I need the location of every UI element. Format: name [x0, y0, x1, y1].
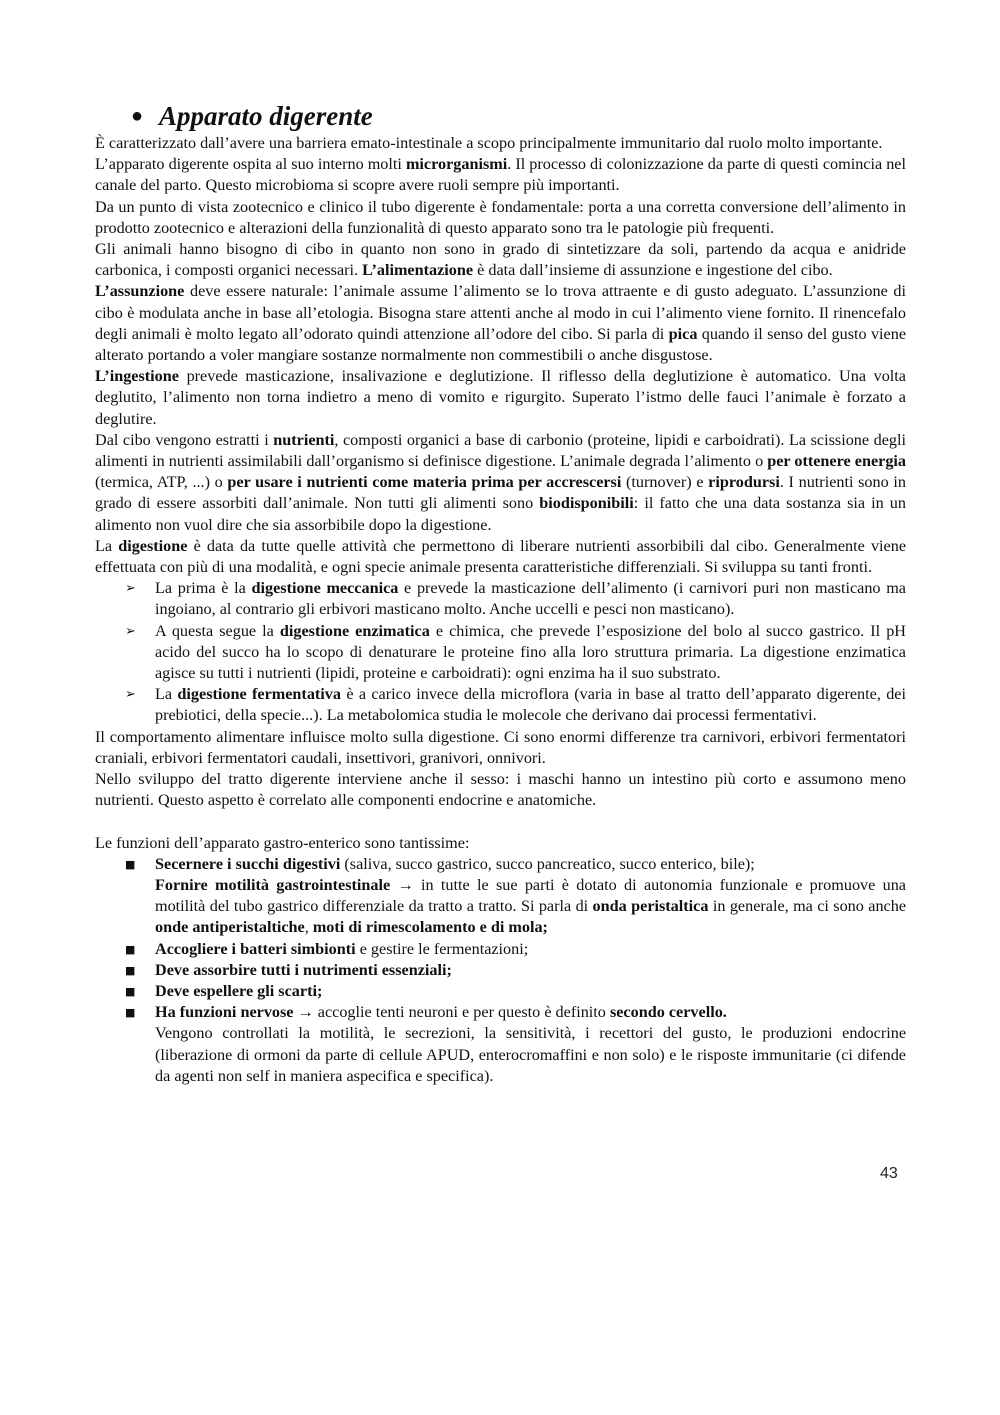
list-item	[95, 960, 906, 981]
bold-text: moti di rimescolamento e di mola;	[312, 918, 548, 937]
text-run: . I nutrienti sono in grado di essere assorbiti dall’animale. Non tutti gli alimenti sono	[95, 473, 906, 513]
bold-text: per ottenere energia	[767, 452, 906, 471]
text-run: Dal cibo vengono estratti i	[95, 430, 274, 449]
text-run: in generale, ma ci sono anche	[708, 897, 907, 916]
paragraph	[95, 366, 906, 430]
text-run: è data dall’insieme di assunzione e ingestione del cibo.	[473, 261, 833, 280]
arrow-bullet-icon: ➢	[125, 623, 136, 639]
text-run: è a carico invece della microflora (varia in base al tratto dell’apparato digerente, dei prebiotici, della specie...). La metabolomica studia le molecole che derivano dai processi fermentativi.	[155, 685, 906, 725]
text-run: L’apparato digerente ospita al suo interno molti	[95, 155, 406, 174]
square-bullet-icon: ■	[125, 857, 136, 871]
text-run: e prevede la masticazione dell’alimento (i carnivori puri non masticano ma ingoiano, al contrario gli erbivori masticano molto. Anche uccelli e pesci non masticano).	[155, 579, 906, 619]
document-page	[95, 100, 906, 1087]
paragraph: Nello sviluppo del tratto digerente interviene anche il sesso: i maschi hanno un intestino più corto e assumono meno nutrienti. Questo aspetto è correlato alle componenti endocrine e anatomiche.	[95, 770, 906, 810]
list-item	[95, 684, 906, 726]
bold-text: Accogliere i batteri simbionti	[155, 939, 356, 958]
bold-text: onde antiperistaltiche	[155, 918, 305, 937]
bold-text: onda peristaltica	[592, 897, 709, 916]
text-run: (saliva, succo gastrico, succo pancreatico, succo enterico, bile);	[340, 854, 755, 873]
paragraph: Le funzioni dell’apparato gastro-enterico sono tantissime:	[95, 833, 470, 852]
blank-line	[95, 812, 906, 833]
paragraph: Da un punto di vista zootecnico e clinico il tubo digerente è fondamentale: porta a una corretta conversione dell’alimento in prodotto zootecnico e alterazioni della funzionalità di questo apparato sono tra le patologie più frequenti.	[95, 197, 906, 237]
bold-text: Deve espellere gli scarti;	[155, 981, 323, 1000]
list-item-text	[155, 961, 452, 979]
bold-text: microrganismi	[405, 155, 508, 174]
bold-text: per usare i nutrienti come materia prima per accrescersi	[227, 473, 622, 492]
list-item-text	[155, 855, 906, 937]
text-run: e gestire le fermentazioni;	[355, 939, 529, 958]
list-item-text	[155, 685, 906, 724]
list-item-text	[155, 1003, 906, 1085]
bold-text: L’alimentazione	[362, 261, 474, 280]
text-run: La	[95, 536, 119, 555]
arrow-bullet-icon: ➢	[125, 581, 136, 597]
text-run: quando il senso del gusto viene alterato portando a voler mangiare sostanze normalmente non commestibili o anche disgustose.	[95, 324, 907, 365]
bold-text: L’assunzione	[95, 282, 185, 301]
bold-text: digestione fermentativa	[177, 685, 341, 704]
list-item-text	[155, 982, 322, 1000]
text-run: è data da tutte quelle attività che permettono di liberare nutrienti assorbibili dal cibo. Generalmente viene effettuata con più di una modalità, e ogni specie animale presenta caratteristiche differenziali. Si sviluppa su tanti fronti.	[95, 536, 907, 577]
square-bullet-icon: ■	[125, 963, 136, 977]
bold-text: biodisponibili	[539, 494, 634, 513]
bullet-icon: ●	[131, 105, 144, 127]
square-bullet-icon: ■	[125, 984, 136, 998]
list-item-text	[155, 579, 906, 618]
paragraph	[95, 281, 906, 366]
section-heading	[95, 100, 906, 132]
text-run: e chimica, che prevede l’esposizione del bolo al succo gastrico. Il pH acido del succo ha lo scopo di denaturare le proteine fino alla loro struttura primaria. La digestione enzimatica agisce su tutti i nutrienti (lipidi, proteine e carboidrati): ogni enzima ha il suo substrato.	[155, 621, 906, 683]
bold-text: nutrienti	[273, 430, 335, 449]
bold-text: L’ingestione	[95, 367, 179, 386]
paragraph: Il comportamento alimentare influisce molto sulla digestione. Ci sono enormi differenze tra carnivori, erbivori fermentatori craniali, erbivori fermentatori caudali, insettivori, granivori, onnivori.	[95, 727, 906, 767]
paragraph: È caratterizzato dall’avere una barriera emato-intestinale a scopo principalmente immunitario dal ruolo molto importante.	[95, 134, 883, 152]
text-run: : il fatto che una data sostanza sia in un alimento non vuol dire che sia assorbibile dopo la digestione.	[95, 494, 906, 534]
bold-text: Fornire motilità gastrointestinale	[155, 875, 391, 894]
square-bullet-icon: ■	[125, 942, 136, 956]
bold-text: pica	[668, 324, 698, 343]
bold-text: riprodursi	[708, 473, 780, 492]
paragraph	[95, 430, 906, 536]
functions-list	[95, 854, 906, 1087]
bold-text: Deve assorbire tutti i nutrimenti essenziali;	[155, 960, 452, 979]
list-item-text	[155, 940, 528, 958]
list-item	[95, 981, 906, 1002]
list-item	[95, 854, 906, 939]
list-item	[95, 939, 906, 960]
paragraph	[95, 239, 906, 281]
heading-text: Apparato digerente	[159, 101, 373, 131]
text-run: prevede masticazione, insalivazione e deglutizione. Il riflesso della deglutizione è automatico. Una volta deglutito, l’alimento non torna indietro a meno di vomito e rigurgito. Superato l’istmo delle fauci l’animale è forzato a deglutire.	[95, 367, 906, 428]
text-run: → in tutte le sue parti è dotato di autonomia funzionale e promuove una motilità del tubo gastrico differenziale da tratto a tratto. Si parla di	[155, 875, 906, 916]
text-run: (turnover) e	[621, 473, 709, 492]
bold-text: digestione enzimatica	[279, 621, 430, 640]
square-bullet-icon: ■	[125, 1006, 136, 1020]
text-run: . Il processo di colonizzazione da parte di questi comincia nel canale del parto. Questo microbioma si scopre avere ruoli sempre più importanti.	[95, 155, 906, 195]
text-run: deve essere naturale: l’animale assume l’alimento se lo trova attraente e di gusto adeguato. L’assunzione di cibo è modulata anche in base all’etologia. Bisogna stare attenti anche al modo in cui l’alimento viene fornito. Il rinencefalo degli animali è molto legato all’odorato quindi attenzione all’odore del cibo. Si parla di	[95, 282, 906, 343]
bold-text: secondo cervello.	[609, 1003, 727, 1022]
text-run: La prima è la	[155, 579, 252, 598]
text-run: Gli animali hanno bisogno di cibo in quanto non sono in grado di sintetizzare da soli, partendo da acqua e anidride carbonica, i composti organici necessari.	[95, 240, 906, 280]
text-run: ,	[304, 918, 313, 937]
paragraph	[95, 154, 906, 196]
bold-text: digestione meccanica	[251, 579, 399, 598]
arrow-bullet-icon: ➢	[125, 687, 136, 703]
list-item	[95, 621, 906, 685]
list-item	[95, 1002, 906, 1087]
page-number: 43	[880, 1165, 898, 1182]
bold-text: Secernere i succhi digestivi	[155, 854, 341, 873]
list-item-text	[155, 622, 906, 682]
text-run: Vengono controllati la motilità, le secrezioni, la sensitività, i recettori del gusto, le produzioni endocrine (liberazione di ormoni da parte di cellule APUD, enterocromaffini e non solo) e le risposte immunitarie (ci difende da agenti non self in maniera aspecifica e specifica).	[155, 1024, 906, 1085]
bold-text: digestione	[118, 536, 188, 555]
text-run: A questa segue la	[155, 621, 280, 640]
paragraph	[95, 536, 906, 578]
list-item	[95, 578, 906, 620]
digestion-types-list	[95, 578, 906, 726]
text-run: → accoglie tenti neuroni e per questo è definito	[293, 1003, 610, 1022]
bold-text: Ha funzioni nervose	[155, 1003, 294, 1022]
text-run: La	[155, 685, 178, 704]
text-run: (termica, ATP, ...) o	[95, 473, 228, 492]
text-run: , composti organici a base di carbonio (proteine, lipidi e carboidrati). La scissione degli alimenti in nutrienti assimilabili dall’organismo si definisce digestione. L’animale degrada l’alimento o	[95, 430, 906, 471]
